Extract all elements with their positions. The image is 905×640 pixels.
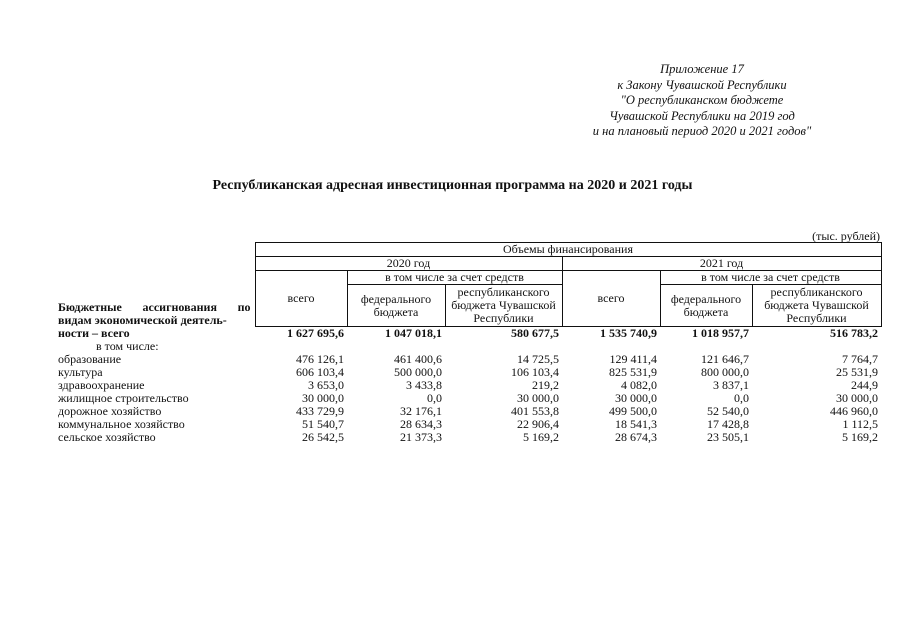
cell-value: 3 433,8 — [406, 378, 442, 392]
cell-value: 106 103,4 — [511, 365, 559, 379]
cell-value: 4 082,0 — [621, 378, 657, 392]
annex-line: Чувашской Республики на 2019 год — [609, 108, 795, 123]
row-label: сельское хозяйство — [58, 430, 156, 444]
cell-value: 21 373,3 — [400, 430, 442, 444]
table-row — [58, 366, 881, 379]
cell-value: 32 176,1 — [400, 404, 442, 418]
cell-value: 433 729,9 — [296, 404, 344, 418]
cell-value: 446 960,0 — [830, 404, 879, 418]
row-label-header: Бюджетные ассигнования по видам экономической деятель- — [58, 299, 251, 327]
cell-value: 22 906,4 — [517, 417, 559, 431]
cell-value: 500 000,0 — [394, 365, 442, 379]
cell-value: 476 126,1 — [296, 352, 344, 366]
row-label: здравоохранение — [58, 378, 145, 392]
cell-value: 3 837,1 — [713, 378, 749, 392]
federal-2020-header: федерального бюджета — [347, 285, 445, 327]
cell-value: 30 000,0 — [615, 391, 657, 405]
including-2021-header: в том числе за счет средств — [660, 271, 881, 285]
including-2020-header: в том числе за счет средств — [347, 271, 562, 285]
cell-value: 26 542,5 — [302, 430, 344, 444]
annex-reference — [542, 62, 862, 140]
total-2020-header: всего — [255, 271, 347, 327]
cell-value: 30 000,0 — [302, 391, 344, 405]
total-value: 1 535 740,9 — [600, 326, 657, 340]
cell-value: 28 634,3 — [400, 417, 442, 431]
annex-line: к Закону Чувашской Республики — [617, 77, 787, 92]
table-row — [58, 353, 881, 366]
cell-value: 25 531,9 — [836, 365, 879, 379]
cell-value: 401 553,8 — [511, 404, 559, 418]
cell-value: 1 112,5 — [842, 417, 879, 431]
document-title: Республиканская адресная инвестиционная программа на 2020 и 2021 годы — [212, 178, 693, 193]
cell-value: 5 169,2 — [842, 430, 879, 444]
total-value: 1 018 957,7 — [692, 326, 749, 340]
row-label: культура — [58, 365, 103, 379]
total-row — [58, 327, 881, 341]
cell-value: 30 000,0 — [836, 391, 879, 405]
total-value: 580 677,5 — [511, 326, 559, 340]
row-label: коммунальное хозяйство — [58, 417, 185, 431]
cell-value: 499 500,0 — [609, 404, 657, 418]
cell-value: 129 411,4 — [609, 352, 657, 366]
cell-value: 606 103,4 — [296, 365, 344, 379]
cell-value: 28 674,3 — [615, 430, 657, 444]
cell-value: 461 400,6 — [394, 352, 442, 366]
year-2020-header: 2020 год — [255, 257, 562, 271]
cell-value: 51 540,7 — [302, 417, 344, 431]
row-label: образование — [58, 352, 122, 366]
table-row — [58, 431, 881, 444]
total-value: 516 783,2 — [830, 326, 879, 340]
cell-value: 0,0 — [734, 391, 749, 405]
cell-value: 17 428,8 — [707, 417, 749, 431]
republican-2021-header: республиканского бюджета Чувашской Республики — [752, 285, 881, 327]
total-label: ности – всего — [58, 325, 130, 340]
federal-2021-header: федерального бюджета — [660, 285, 752, 327]
cell-value: 3 653,0 — [308, 378, 344, 392]
table-row — [58, 418, 881, 431]
annex-line: Приложение 17 — [660, 62, 744, 76]
total-2021-header: всего — [562, 271, 660, 327]
investment-table — [58, 242, 882, 444]
annex-line: и на плановый период 2020 и 2021 годов" — [592, 124, 812, 138]
row-label: дорожное хозяйство — [58, 404, 162, 418]
cell-value: 121 646,7 — [701, 352, 749, 366]
cell-value: 30 000,0 — [517, 391, 559, 405]
cell-value: 52 540,0 — [707, 404, 749, 418]
cell-value: 244,9 — [851, 378, 879, 392]
total-value: 1 627 695,6 — [287, 326, 344, 340]
cell-value: 825 531,9 — [609, 365, 657, 379]
table-row — [58, 392, 881, 405]
cell-value: 800 000,0 — [701, 365, 749, 379]
subheading: в том числе: — [96, 339, 159, 353]
cell-value: 23 505,1 — [707, 430, 749, 444]
total-value: 1 047 018,1 — [385, 326, 442, 340]
year-2021-header: 2021 год — [562, 257, 881, 271]
cell-value: 18 541,3 — [615, 417, 657, 431]
row-label: жилищное строительство — [58, 391, 189, 405]
funding-header: Объемы финансирования — [255, 243, 881, 257]
republican-2020-header: республиканского бюджета Чувашской Республики — [445, 285, 562, 327]
cell-value: 14 725,5 — [517, 352, 559, 366]
cell-value: 7 764,7 — [842, 352, 879, 366]
annex-line: "О республиканском бюджете — [620, 93, 784, 107]
cell-value: 219,2 — [532, 378, 559, 392]
units-note: (тыс. рублей) — [812, 229, 880, 243]
cell-value: 0,0 — [427, 391, 442, 405]
cell-value: 5 169,2 — [523, 430, 559, 444]
